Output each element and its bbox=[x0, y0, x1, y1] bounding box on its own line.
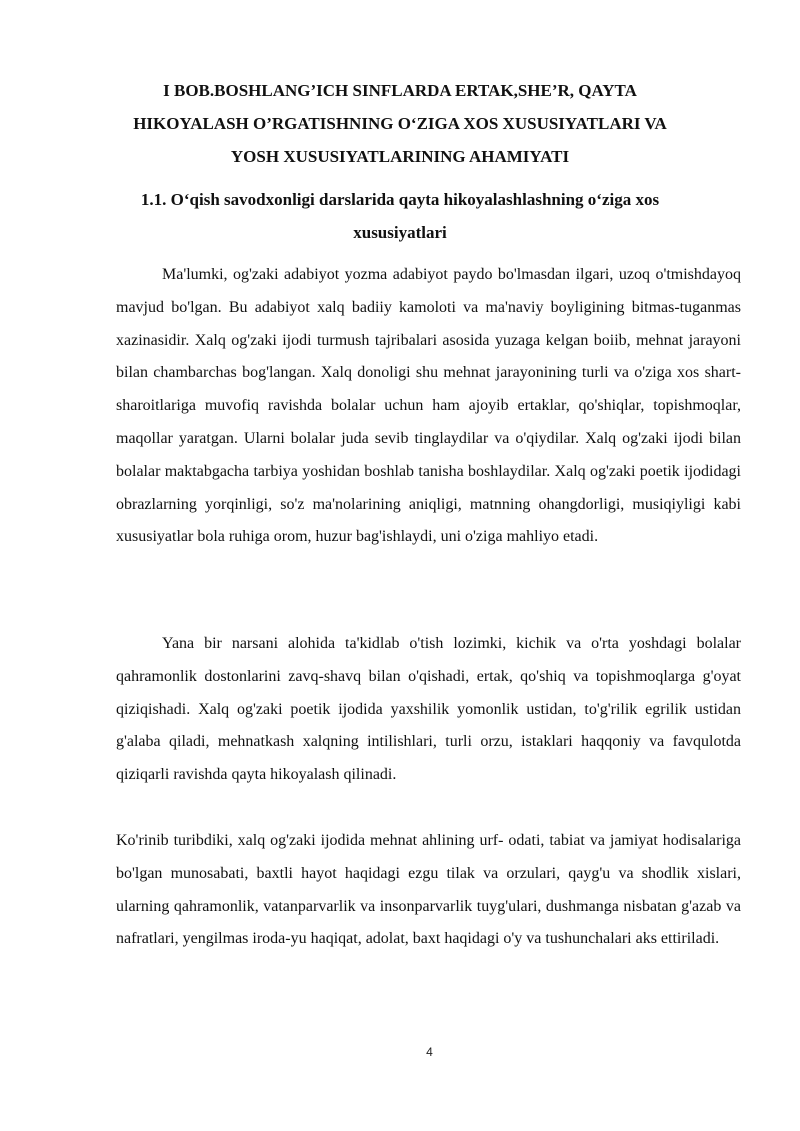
body-paragraph-2: Yana bir narsani alohida ta'kidlab o'tish lozimki, kichik va o'rta yoshdagi bolalar qahramonlik dostonlarini zavq-shavq bilan o'qishadi, ertak, qo'shiq va topishmoqlarga g'oyat qiziqishadi. Xalq og'zaki poetik ijodida yaxshilik yomonlik ustidan, to'g'rilik egrilik ustidan g'alaba qiladi, mehnatkash xalqning intilishlari, turli orzu, istaklari haqqoniy va favqulotda qiziqarli ravishda qayta hikoyalash qilinadi. bbox=[116, 635, 741, 784]
section-title: 1.1. O‘qish savodxonligi darslarida qayta hikoyalashlashning o‘ziga xos xususiyatlari bbox=[140, 190, 660, 242]
body-paragraph-3: Ko'rinib turibdiki, xalq og'zaki ijodida mehnat ahlining urf- odati, tabiat va jamiyat hodisalariga bo'lgan munosabati, baxtli hayot haqidagi ezgu tilak va orzulari, qayg'u va shodlik xislari, ularning qahramonlik, vatanparvarlik va insonparvarlik tuyg'ulari, dushmanga nisbatan g'azab va nafratlari, yengilmas iroda-yu haqiqat, adolat, baxt haqidagi o'y va tushunchalari aks ettiriladi. bbox=[116, 832, 741, 948]
page-number: 4 bbox=[426, 1045, 433, 1059]
chapter-title: I BOB.BOSHLANG’ICH SINFLARDA ERTAK,SHE’R, QAYTA HIKOYALASH O’RGATISHNING O‘ZIGA XOS XUSUSIYATLARI VA YOSH XUSUSIYATLARINING AHAMIYATI bbox=[133, 81, 667, 166]
body-paragraph-1: Ma'lumki, og'zaki adabiyot yozma adabiyot paydo bo'lmasdan ilgari, uzoq o'tmishdayoq mavjud bo'lgan. Bu adabiyot xalq badiiy kamoloti va ma'naviy boyligining bitmas-tuganmas xazinasidir. Xalq og'zaki ijodi turmush tajribalari asosida yuzaga kelgan boiib, mehnat jarayoni bilan chambarchas bog'langan. Xalq donoligi shu mehnat jarayonining turli va o'ziga xos shart-sharoitlariga muvofiq ravishda bolalar uchun ham ajoyib ertaklar, qo'shiqlar, topishmoqlar, maqollar yaratgan. Ularni bolalar juda sevib tinglaydilar va o'qiydilar. Xalq og'zaki ijodi bilan bolalar maktabgacha tarbiya yoshidan boshlab tanisha boshlaydilar. Xalq og'zaki poetik ijodidagi obrazlarning yorqinligi, so'z ma'nolarining aniqligi, matnning ohangdorligi, musiqiyligi kabi xususiyatlar bola ruhiga orom, huzur bag'ishlaydi, uni o'ziga mahliyo etadi. bbox=[116, 266, 741, 546]
